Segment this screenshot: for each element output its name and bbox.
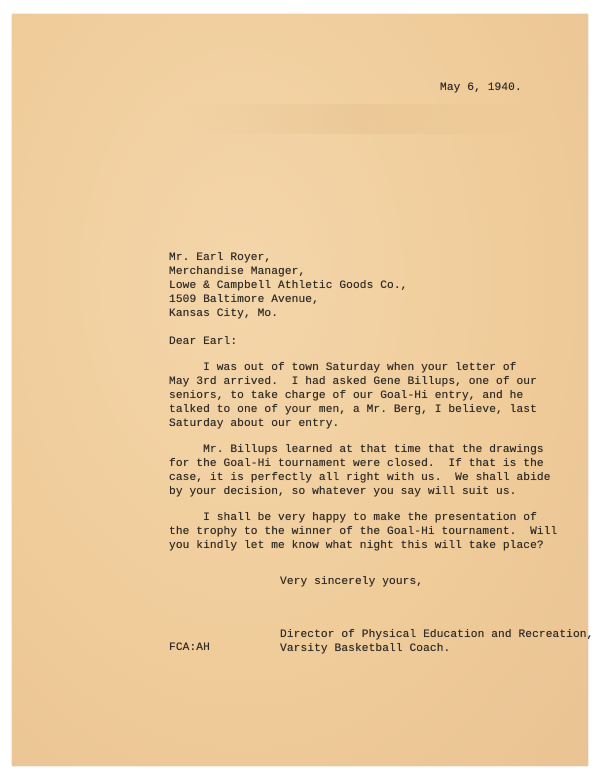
letter-page: [12, 14, 594, 766]
recipient-city: Kansas City, Mo.: [169, 308, 279, 320]
paper-smudge: [172, 104, 552, 134]
salutation: Dear Earl:: [169, 336, 238, 348]
paragraph-line: the trophy to the winner of the Goal-Hi tournament. Will: [169, 526, 558, 538]
paragraph-line: case, it is perfectly all right with us. We shall abide: [169, 472, 551, 484]
letter-date: May 6, 1940.: [440, 82, 522, 94]
signature-title: Director of Physical Education and Recreation,: [280, 629, 594, 641]
paragraph-line: you kindly let me know what night this will take place?: [169, 540, 544, 552]
recipient-street: 1509 Baltimore Avenue,: [169, 294, 319, 306]
paragraph-line: I was out of town Saturday when your letter of: [169, 362, 517, 374]
recipient-name: Mr. Earl Royer,: [169, 252, 272, 264]
paragraph-line: for the Goal-Hi tournament were closed. If that is the: [169, 458, 544, 470]
paragraph-line: Mr. Billups learned at that time that the drawings: [169, 444, 544, 456]
paragraph-line: by your decision, so whatever you say will suit us.: [169, 486, 517, 498]
paragraph-line: Saturday about our entry.: [169, 418, 340, 430]
paragraph-line: May 3rd arrived. I had asked Gene Billups, one of our: [169, 376, 537, 388]
paragraph-line: talked to one of your men, a Mr. Berg, I believe, last: [169, 404, 537, 416]
closing: Very sincerely yours,: [280, 576, 424, 588]
paragraph-line: seniors, to take charge of our Goal-Hi entry, and he: [169, 390, 524, 402]
typist-initials: FCA:AH: [169, 642, 210, 654]
signature-title: Varsity Basketball Coach.: [280, 643, 451, 655]
recipient-company: Lowe & Campbell Athletic Goods Co.,: [169, 280, 408, 292]
paragraph-line: I shall be very happy to make the presentation of: [169, 512, 537, 524]
recipient-title: Merchandise Manager,: [169, 266, 306, 278]
